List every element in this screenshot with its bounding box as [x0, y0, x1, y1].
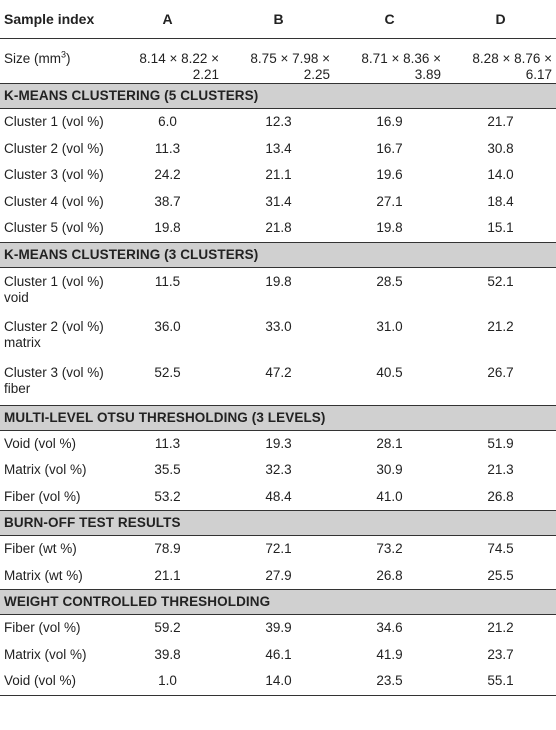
cell-value-d: 74.5: [487, 541, 514, 556]
row-label-text: Matrix (wt %): [4, 567, 83, 583]
cell-value-c: 31.0: [376, 319, 403, 334]
row-label-text: Void (vol %): [4, 673, 77, 688]
cell-value-a: 36.0: [154, 319, 181, 334]
table-row: [0, 109, 556, 136]
cell-value-b: 31.4: [265, 193, 292, 209]
cell-value-b: 47.2: [265, 365, 292, 380]
header-col-d: D: [495, 11, 506, 27]
cell-value-d: 26.8: [487, 488, 514, 504]
size-value-b: 8.75 × 7.98 × 2.25: [223, 39, 334, 84]
table-row: [0, 457, 556, 484]
section-header-row: [0, 405, 556, 430]
table-row: [0, 267, 556, 313]
row-label-text: Fiber (vol %): [4, 488, 81, 504]
table-row: [0, 484, 556, 511]
cell-value-a: 78.9: [154, 541, 181, 556]
section-title: WEIGHT CONTROLLED THRESHOLDING: [0, 590, 556, 615]
row-label: [0, 136, 112, 163]
cell-value-a: 35.5: [154, 462, 181, 477]
cell-value-d: 18.4: [487, 193, 514, 209]
row-label-text: Fiber (vol %): [4, 620, 81, 635]
cell-value-b: 21.8: [265, 220, 292, 235]
table-row: [0, 642, 556, 669]
cell-value-a: 24.2: [154, 167, 181, 182]
row-label: [0, 430, 112, 457]
cell-value-a: 11.3: [154, 435, 181, 451]
cell-value-a: 21.1: [154, 567, 181, 583]
cell-value-c: 40.5: [376, 365, 403, 380]
cell-value-b: 19.8: [265, 273, 292, 289]
size-value-a: 8.14 × 8.22 × 2.21: [112, 39, 223, 84]
size-row: [0, 39, 556, 84]
cell-value-a: 11.5: [154, 273, 181, 289]
table-row: [0, 313, 556, 359]
cell-value-b: 72.1: [265, 541, 292, 556]
section-header-row: [0, 590, 556, 615]
row-label: [0, 642, 112, 669]
cell-value-d: 21.3: [487, 462, 514, 477]
table-row: [0, 536, 556, 563]
row-label-text: Fiber (wt %): [4, 541, 77, 556]
cell-value-d: 55.1: [445, 668, 556, 695]
cell-value-d: 15.1: [487, 220, 514, 235]
row-label-text: Matrix (vol %): [4, 646, 87, 662]
row-label: [0, 668, 112, 695]
cell-value-c: 27.1: [376, 193, 403, 209]
section-title: K-MEANS CLUSTERING (3 CLUSTERS): [0, 242, 556, 267]
cell-value-b: 12.3: [265, 114, 292, 129]
row-label: [0, 109, 112, 136]
cell-value-c: 19.8: [376, 220, 403, 235]
row-label: [0, 457, 112, 484]
row-label: [0, 215, 112, 242]
cell-value-c: 73.2: [376, 541, 403, 556]
cell-value-d: 30.8: [487, 140, 514, 156]
row-label: [0, 359, 112, 405]
cell-value-b: 19.3: [265, 435, 292, 451]
cell-value-d: 23.7: [487, 646, 514, 662]
cell-value-c: 26.8: [376, 567, 403, 583]
cell-value-b: 39.9: [265, 620, 292, 635]
row-label-text: Cluster 2 (vol %): [4, 140, 104, 156]
cell-value-c: 16.7: [376, 140, 403, 156]
row-label-text: Cluster 2 (vol %): [4, 319, 104, 334]
cell-value-a: 53.2: [154, 488, 181, 504]
section-title: BURN-OFF TEST RESULTS: [0, 511, 556, 536]
cell-value-d: 21.7: [487, 114, 514, 129]
cell-value-d: 21.2: [487, 319, 514, 334]
section-title: MULTI-LEVEL OTSU THRESHOLDING (3 LEVELS): [0, 405, 556, 430]
row-label-text: Cluster 1 (vol %): [4, 273, 104, 289]
table-row: [0, 136, 556, 163]
row-label: [0, 484, 112, 511]
row-label: [0, 615, 112, 642]
row-label-text: Cluster 4 (vol %): [4, 193, 104, 209]
table-row: [0, 162, 556, 189]
cell-value-b: 27.9: [265, 567, 292, 583]
cell-value-c: 30.9: [376, 462, 403, 477]
table-row: [0, 189, 556, 216]
table-row: [0, 430, 556, 457]
size-value-d: 8.28 × 8.76 × 6.17: [445, 39, 556, 84]
cell-value-a: 59.2: [154, 620, 181, 635]
row-sublabel-text: matrix: [4, 335, 41, 350]
table-row: [0, 215, 556, 242]
cell-value-c: 28.1: [376, 435, 403, 451]
cell-value-b: 46.1: [265, 646, 292, 662]
header-col-b: B: [273, 11, 284, 27]
header-col-c: C: [384, 11, 395, 27]
table-row: [0, 668, 556, 695]
cell-value-b: 48.4: [265, 488, 292, 504]
cell-value-d: 26.7: [487, 365, 514, 380]
header-sample-index: Sample index: [4, 11, 95, 27]
row-label-text: Matrix (vol %): [4, 462, 87, 477]
cell-value-b: 21.1: [265, 167, 292, 182]
section-header-row: [0, 84, 556, 109]
size-value-c: 8.71 × 8.36 × 3.89: [334, 39, 445, 84]
cell-value-c: 19.6: [376, 167, 403, 182]
cell-value-d: 51.9: [487, 435, 514, 451]
section-title: K-MEANS CLUSTERING (5 CLUSTERS): [0, 84, 556, 109]
cell-value-c: 41.0: [376, 488, 403, 504]
section-header-row: [0, 242, 556, 267]
row-label: [0, 267, 112, 313]
row-label-text: Cluster 1 (vol %): [4, 114, 104, 129]
row-label-text: Cluster 3 (vol %): [4, 365, 104, 380]
table-row: [0, 615, 556, 642]
cell-value-a: 52.5: [154, 365, 181, 380]
header-col-a: A: [162, 11, 173, 27]
row-label-text: Void (vol %): [4, 435, 77, 451]
cell-value-a: 11.3: [154, 140, 181, 156]
row-label-text: Cluster 5 (vol %): [4, 220, 104, 235]
table-row: [0, 359, 556, 405]
cell-value-c: 41.9: [376, 646, 403, 662]
cell-value-d: 52.1: [487, 273, 514, 289]
cell-value-d: 14.0: [487, 167, 514, 182]
cell-value-d: 21.2: [487, 620, 514, 635]
row-label: [0, 313, 112, 359]
cell-value-c: 28.5: [376, 273, 403, 289]
row-label: [0, 162, 112, 189]
row-sublabel-text: fiber: [4, 381, 31, 396]
cell-value-b: 14.0: [223, 668, 334, 695]
size-label: Size $(mm^3)$: [0, 39, 112, 84]
table-row: [0, 563, 556, 590]
row-label: [0, 563, 112, 590]
cell-value-a: 39.8: [154, 646, 181, 662]
cell-value-b: 33.0: [265, 319, 292, 334]
header-row: [0, 0, 556, 39]
section-header-row: [0, 511, 556, 536]
cell-value-b: 32.3: [265, 462, 292, 477]
row-label: [0, 189, 112, 216]
cell-value-a: 19.8: [154, 220, 181, 235]
cell-value-b: 13.4: [265, 140, 292, 156]
cell-value-d: 25.5: [487, 567, 514, 583]
cell-value-a: 38.7: [154, 193, 181, 209]
row-label: [0, 536, 112, 563]
cell-value-c: 23.5: [334, 668, 445, 695]
row-label-text: Cluster 3 (vol %): [4, 167, 104, 182]
cell-value-c: 34.6: [376, 620, 403, 635]
cell-value-a: 1.0: [112, 668, 223, 695]
cell-value-a: 6.0: [158, 114, 177, 129]
row-sublabel-text: void: [4, 289, 29, 305]
cell-value-c: 16.9: [376, 114, 403, 129]
